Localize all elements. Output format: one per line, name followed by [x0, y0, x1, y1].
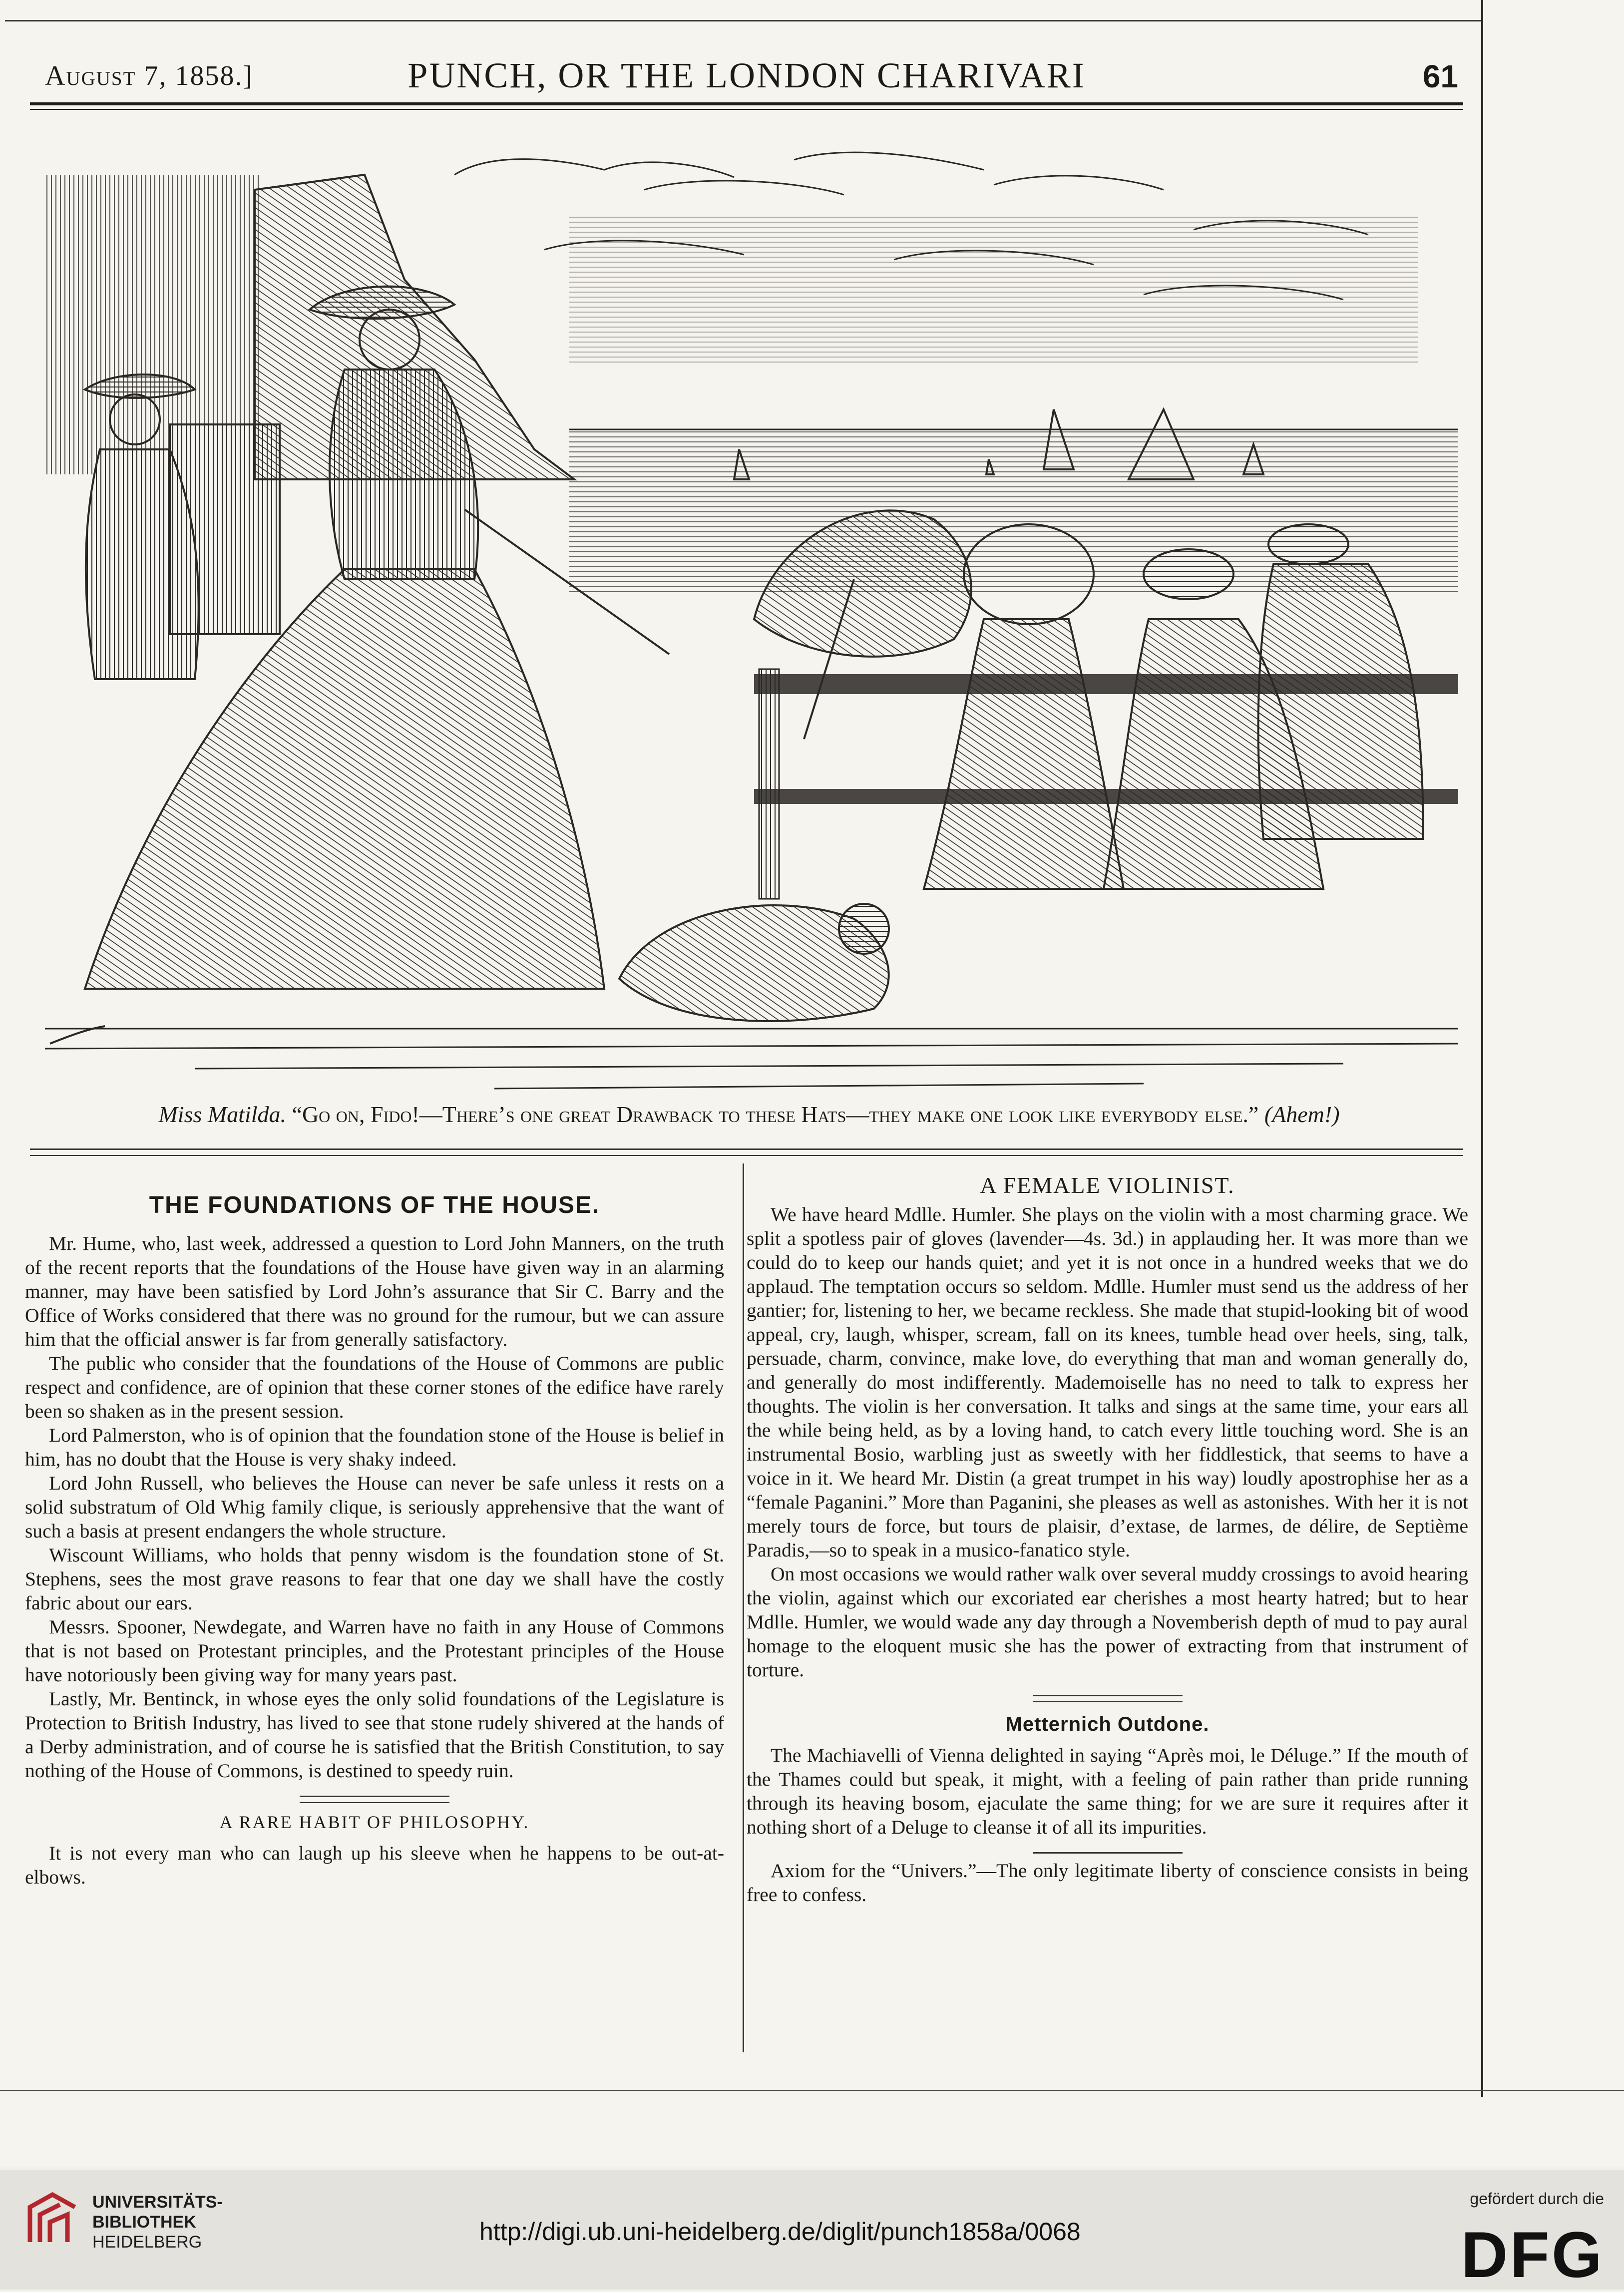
engraving-drawing — [45, 130, 1458, 1109]
university-library-name — [92, 2192, 223, 2252]
caption-aside: (Ahem!) — [1264, 1102, 1340, 1127]
library-line: BIBLIOTHEK — [92, 2213, 196, 2232]
caption-quote: “Go on, Fido!—There’s one great Drawback to these Hats—they make one look like everybody else.” — [292, 1102, 1259, 1127]
article-title-violinist: A FEMALE VIOLINIST. — [980, 1172, 1235, 1198]
header-date: August 7, 1858.] — [45, 60, 254, 91]
section-rule — [1033, 1695, 1183, 1696]
dog — [619, 904, 889, 1021]
dfg-logo: DFG — [1461, 2218, 1604, 2291]
column-divider — [743, 1163, 744, 2052]
sky-hatching — [569, 215, 1418, 365]
article-paragraph: We have heard Mdlle. Humler. She plays on the violin with a most charming grace. We split a spotless pair of gloves (lavender—4s. 3d.) in applauding her. It was more than we could do to keep our hands quiet; and yet it is not once in a hundred weeks that we do applaud. The temptation occurs so seldom. Mdlle. Humler must send us the address of her gantier; for, listening to her, we became reckless. She made that stupid-looking bit of wood appeal, cry, laugh, whisper, scream, fall on its knees, tumble head over heels, sing, talk, persuade, charm, convince, make love, do everything that man and woman generally do, and generally do most indifferently. Mademoiselle has no need to talk to express her thoughts. The violin is her conversation. It talks and sings at the same time, your ears all the while being held, as by a loving hand, to catch every little touching word. She is an instrumental Bosio, warbling just as sweetly with her fiddlestick, that seems to have a voice in it. We heard Mr. Distin (a great trumpet in his way) loudly apostrophise her as a “female Paganini.” More than Paganini, she pleases as well as astonishes. With her it is not merely tours de force, but tours de plaisir, d’extase, de larmes, de délire, de Septième Paradis,—so to speak in a musico-fanatico style. — [747, 1203, 1468, 1561]
article-title-foundations: THE FOUNDATIONS OF THE HOUSE. — [149, 1192, 600, 1218]
article-title-metternich: Metternich Outdone. — [1005, 1713, 1210, 1735]
axiom-paragraph: Axiom for the “Univers.”—The only legitimate liberty of conscience consists in being free to confess. — [747, 1860, 1468, 1906]
running-header — [30, 55, 1463, 100]
header-rule-thin — [30, 109, 1463, 110]
page-top-edge — [5, 20, 1483, 21]
cartoon-illustration — [45, 130, 1458, 1109]
article-paragraph: Lastly, Mr. Bentinck, in whose eyes the only solid foundations of the Legislature is Protection to British Industry, has lived to see that stone rudely shivered at the hands of a Derby administration, and of course he is satisfied that the British Constitution, to say nothing of the House of Commons, is destined to speedy ruin. — [25, 1688, 724, 1782]
article-paragraph: Lord Palmerston, who is of opinion that the foundation stone of the House is belief in him, has no doubt that the House is very shaky indeed. — [25, 1424, 724, 1470]
viewer-footer — [0, 2170, 1624, 2290]
section-rule — [300, 1802, 449, 1803]
caption-rule-bottom — [30, 1155, 1463, 1156]
article-paragraph: Wiscount Williams, who holds that penny wisdom is the foundation stone of St. Stephens, sees the most grave reasons to fear that one day we shall have the costly fabric about our ears. — [25, 1544, 724, 1614]
ground-lines — [45, 1029, 1458, 1089]
caption-speaker: Miss Matilda. — [158, 1102, 287, 1127]
article-paragraph: Lord John Russell, who believes the House can never be safe unless it rests on a solid substratum of Old Whig family clique, is seriously apprehensive that the want of such a basis at present endangers the whole structure. — [25, 1472, 724, 1542]
section-rule — [300, 1796, 449, 1797]
header-title: PUNCH, OR THE LONDON CHARIVARI — [407, 55, 1086, 95]
article-paragraph: Mr. Hume, who, last week, addressed a question to Lord John Manners, on the truth of the recent reports that the foundations of the House have given way in an alarming manner, may have been satisfied by Lord John’s assurance that Sir C. Barry and the Office of Works considered that there was no ground for the rumour, but we can assure him that the official answer is far from generally satisfactory. — [25, 1232, 724, 1350]
article-paragraph: The public who consider that the foundations of the House of Commons are public respect and confidence, are of opinion that these corner stones of the edifice have rarely been so shaken as in the present session. — [25, 1352, 724, 1422]
right-column — [747, 1173, 1468, 1907]
header-rule-thick — [30, 102, 1463, 105]
article-title-philosophy: A RARE HABIT OF PHILOSOPHY. — [219, 1812, 530, 1832]
page-bottom-rule — [0, 2090, 1624, 2091]
page-number: 61 — [1422, 58, 1458, 94]
article-paragraph: Messrs. Spooner, Newdegate, and Warren have no faith in any House of Commons that is not based on Protestant principles, and the Protestant principles of the House have notoriously been giving way for many years past. — [25, 1616, 724, 1686]
university-library-logo-icon — [20, 2187, 85, 2252]
article-paragraph: It is not every man who can laugh up his sleeve when he happens to be out-at-elbows. — [25, 1842, 724, 1888]
left-column — [25, 1173, 724, 1889]
railing-post — [759, 669, 779, 899]
section-rule — [1033, 1701, 1183, 1702]
section-rule — [1033, 1852, 1183, 1854]
library-line: HEIDELBERG — [92, 2233, 202, 2252]
cartoon-caption — [35, 1101, 1463, 1128]
article-paragraph: On most occasions we would rather walk over several muddy crossings to avoid hearing the violin, against which our excoriated ear cherishes a most hearty hatred; but to hear Mdlle. Humler, we would wade any day through a Novemberish depth of mud to pay aural homage to the eloquent music she has the power of extracting from that instrument of torture. — [747, 1563, 1468, 1681]
library-line: UNIVERSITÄTS- — [92, 2193, 223, 2212]
article-paragraph: The Machiavelli of Vienna delighted in saying “Après moi, le Déluge.” If the mouth of the Thames could but speak, it might, with a feeling of pain rather than pride running through its heaving bosom, ejaculate the same thing; for we are sure it requires after it nothing short of a Deluge to cleanse it of all its impurities. — [747, 1744, 1468, 1838]
funded-by-label: gefördert durch die — [1470, 2190, 1604, 2208]
caption-rule-top — [30, 1148, 1463, 1150]
source-url-link[interactable]: http://digi.ub.uni-heidelberg.de/diglit/punch1858a/0068 — [479, 2218, 1081, 2246]
page-right-edge — [1481, 0, 1483, 2097]
